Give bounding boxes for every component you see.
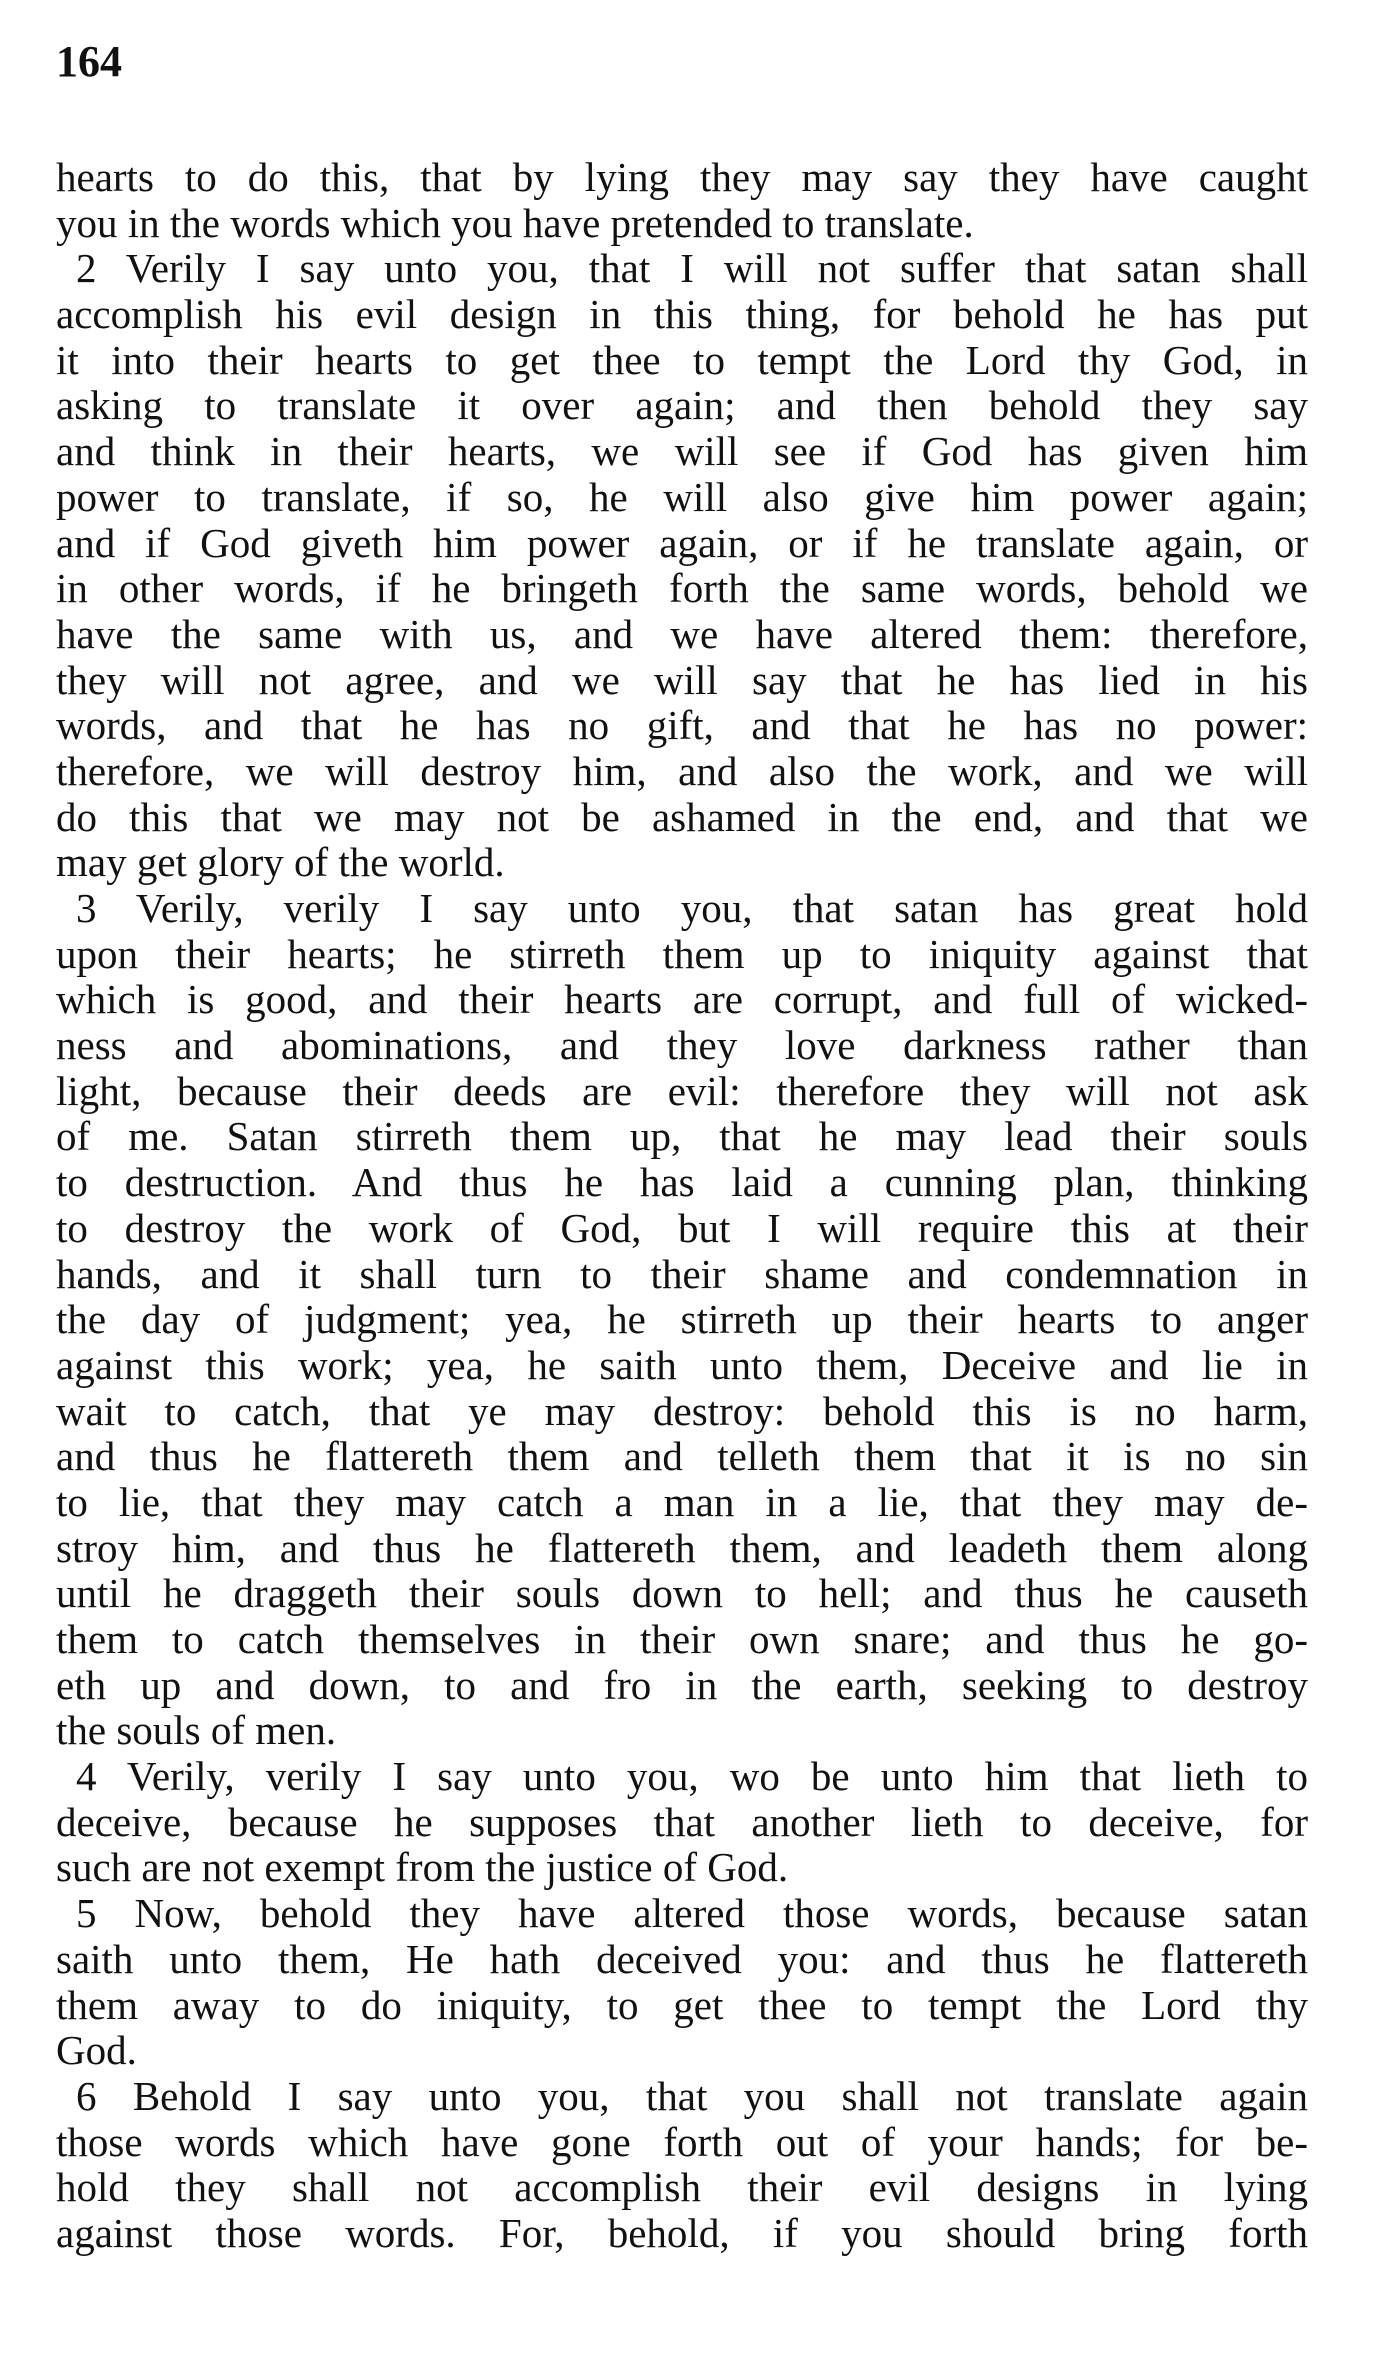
text-line: in other words, if he bringeth forth the same words, behold we — [56, 565, 1308, 612]
text-line: you in the words which you have pretended to translate. — [56, 199, 974, 246]
text-line: do this that we may not be ashamed in the end, and that we — [56, 793, 1308, 840]
text-line: to destruction. And thus he has laid a cunning plan, thinking — [56, 1159, 1308, 1206]
text-line: them to catch themselves in their own snare; and thus he go- — [56, 1616, 1308, 1662]
text-line: saith unto them, He hath deceived you: and thus he flattereth — [56, 1935, 1308, 1982]
text-line: the day of judgment; yea, he stirreth up their hearts to anger — [56, 1296, 1308, 1343]
text-line: upon their hearts; he stirreth them up to iniquity against that — [56, 930, 1308, 977]
text-line: such are not exempt from the justice of God. — [56, 1844, 789, 1891]
text-line: may get glory of the world. — [56, 839, 505, 886]
text-line: it into their hearts to get thee to tempt the Lord thy God, in — [56, 336, 1308, 383]
text-line: eth up and down, to and fro in the earth, seeking to destroy — [56, 1661, 1308, 1708]
text-line: to lie, that they may catch a man in a lie, that they may de- — [56, 1478, 1308, 1525]
text-line: and thus he flattereth them and telleth them that it is no sin — [56, 1433, 1308, 1480]
text-line: against this work; yea, he saith unto them, Deceive and lie in — [56, 1341, 1308, 1388]
text-line: the souls of men. — [56, 1707, 337, 1754]
text-line: words, and that he has no gift, and that he has no power: — [56, 702, 1308, 749]
text-line: deceive, because he supposes that another lieth to deceive, for — [56, 1798, 1308, 1845]
text-line: asking to translate it over again; and then behold they say — [56, 382, 1308, 429]
text-line: and think in their hearts, we will see if God has given him — [56, 428, 1308, 475]
text-line: to destroy the work of God, but I will require this at their — [56, 1204, 1308, 1251]
text-line: them away to do iniquity, to get thee to tempt the Lord thy — [56, 1981, 1308, 2028]
text-line: until he draggeth their souls down to hell; and thus he causeth — [56, 1570, 1308, 1617]
body-text — [56, 155, 1308, 2257]
text-line: accomplish his evil design in this thing, for behold he has put — [56, 291, 1308, 338]
text-line: 4 Verily, verily I say unto you, wo be unto him that lieth to — [76, 1753, 1308, 1800]
text-line: stroy him, and thus he flattereth them, and leadeth them along — [56, 1524, 1308, 1571]
text-line: and if God giveth him power again, or if he translate again, or — [56, 519, 1308, 566]
text-line: light, because their deeds are evil: therefore they will not ask — [56, 1067, 1308, 1114]
text-line: wait to catch, that ye may destroy: behold this is no harm, — [56, 1387, 1308, 1434]
text-line: hearts to do this, that by lying they may say they have caught — [56, 154, 1308, 200]
text-line: power to translate, if so, he will also give him power again; — [56, 473, 1308, 520]
text-line: 2 Verily I say unto you, that I will not suffer that satan shall — [76, 245, 1308, 292]
text-line: against those words. For, behold, if you should bring forth — [56, 2209, 1308, 2256]
text-line: have the same with us, and we have altered them: therefore, — [56, 610, 1308, 657]
text-line: they will not agree, and we will say that he has lied in his — [56, 656, 1308, 703]
text-line: God. — [56, 2027, 137, 2074]
text-line: therefore, we will destroy him, and also the work, and we will — [56, 747, 1308, 794]
text-line: hold they shall not accomplish their evil designs in lying — [56, 2164, 1308, 2211]
text-line: 3 Verily, verily I say unto you, that satan has great hold — [76, 885, 1308, 931]
text-line: 6 Behold I say unto you, that you shall not translate again — [76, 2072, 1308, 2119]
text-line: those words which have gone forth out of your hands; for be- — [56, 2118, 1308, 2165]
text-line: ness and abominations, and they love darkness rather than — [56, 1022, 1308, 1069]
text-line: 5 Now, behold they have altered those words, because satan — [76, 1890, 1308, 1937]
text-line: hands, and it shall turn to their shame and condemnation in — [56, 1250, 1308, 1297]
text-line: of me. Satan stirreth them up, that he may lead their souls — [56, 1113, 1308, 1160]
page-number: 164 — [56, 37, 122, 86]
text-line: which is good, and their hearts are corrupt, and full of wicked- — [56, 976, 1308, 1023]
